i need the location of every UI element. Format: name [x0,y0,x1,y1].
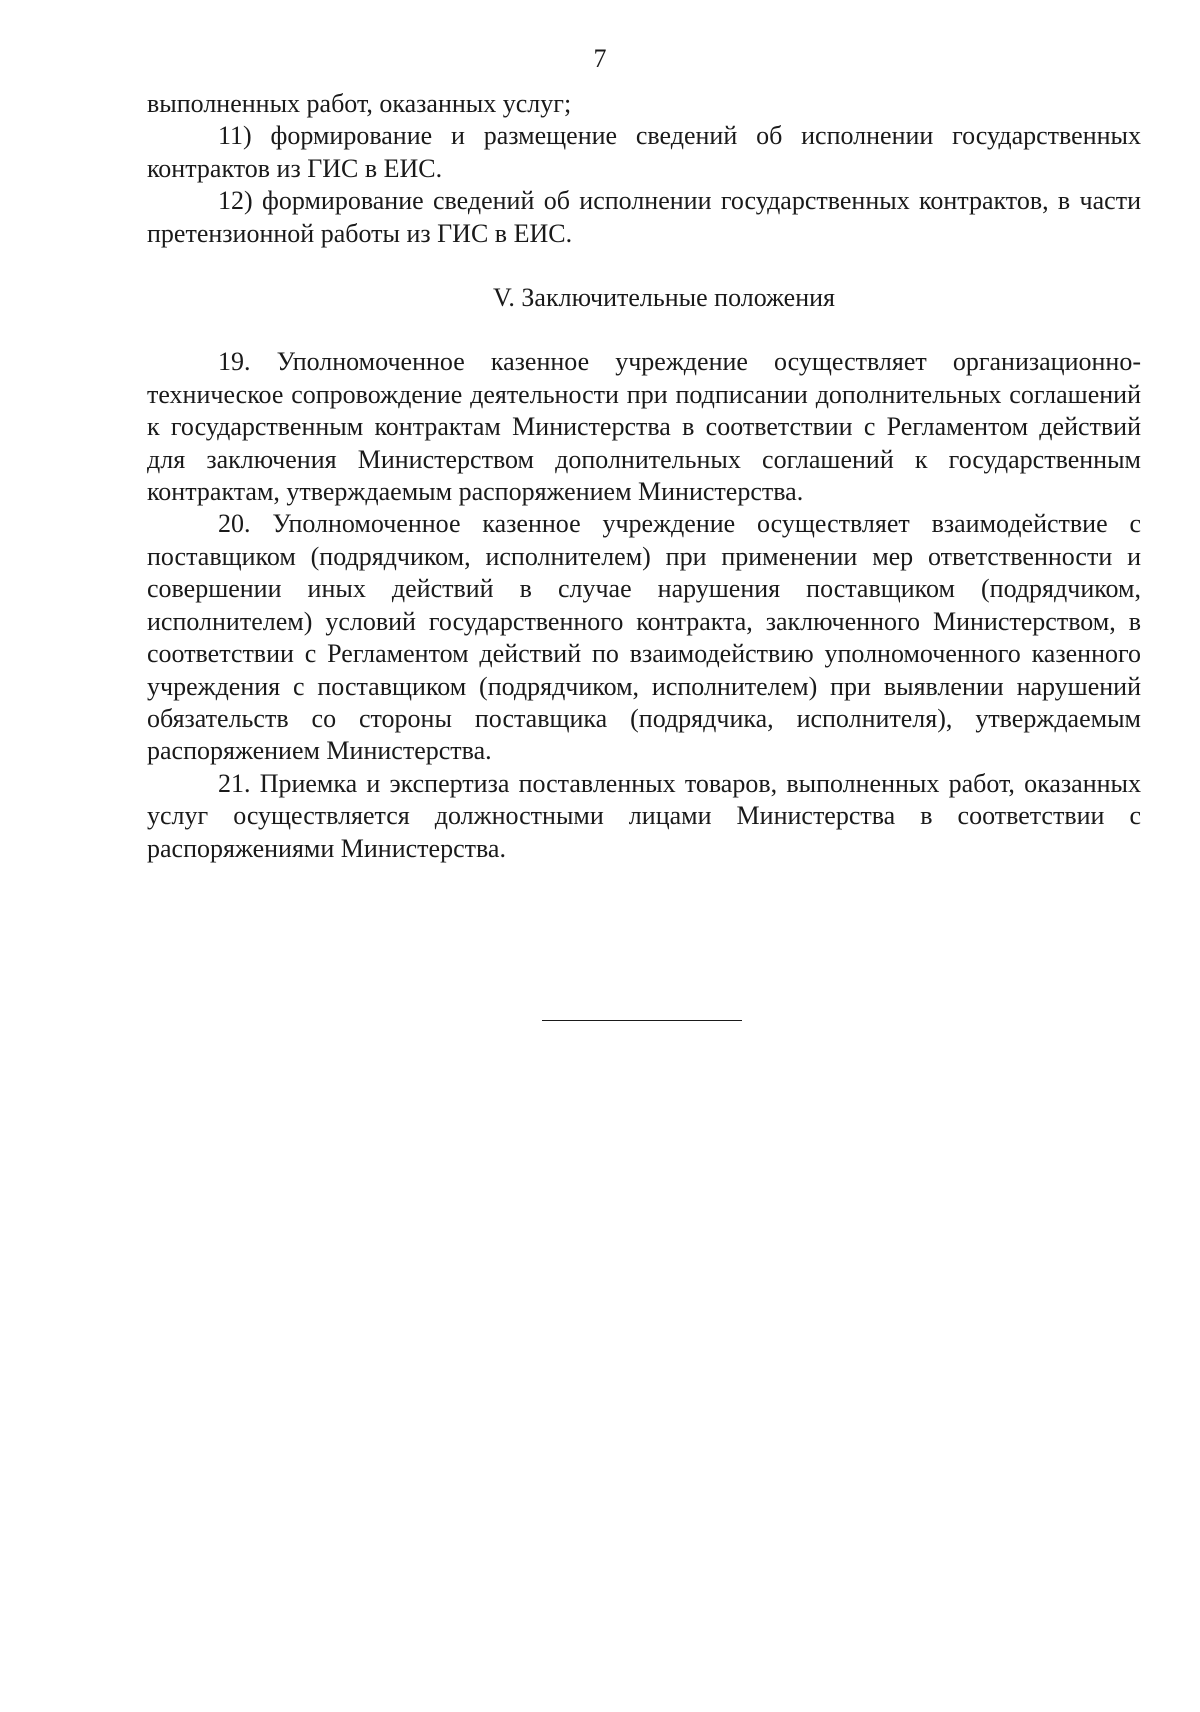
clause-21: 21. Приемка и экспертиза поставленных товаров, выполненных работ, оказанных услуг осуществляется должностными лицами Министерства в соответствии с распоряжениями Министерства. [147,768,1141,863]
clause-19: 19. Уполномоченное казенное учреждение осуществляет организационно-техническое сопровождение деятельности при подписании дополнительных соглашений к государственным контрактам Министерства в соответствии с Регламентом действий для заключения Министерством дополнительных соглашений к государственным контрактам, утверждаемым распоряжением Министерства. [147,347,1141,507]
end-divider-line [542,1020,742,1021]
clause-20: 20. Уполномоченное казенное учреждение осуществляет взаимодействие с поставщиком (подрядчиком, исполнителем) при применении мер ответственности и совершении иных действий в случае нарушения поставщиком (подрядчиком, исполнителем) условий государственного контракта, заключенного Министерством, в соответствии с Регламентом действий по взаимодействию уполномоченного казенного учреждения с поставщиком (подрядчиком, исполнителем) при выявлении нарушений обязательств со стороны поставщика (подрядчика, исполнителя), утверждаемым распоряжением Министерства. [147,509,1141,766]
paragraph-continuation: выполненных работ, оказанных услуг; [147,89,572,118]
document-body [147,88,1141,865]
list-item-11: 11) формирование и размещение сведений об исполнении государственных контрактов из ГИС в ЕИС. [147,121,1141,183]
page-number: 7 [593,44,607,73]
section-heading: V. Заключительные положения [492,283,836,313]
list-item-12: 12) формирование сведений об исполнении государственных контрактов, в части претензионной работы из ГИС в ЕИС. [147,186,1141,248]
